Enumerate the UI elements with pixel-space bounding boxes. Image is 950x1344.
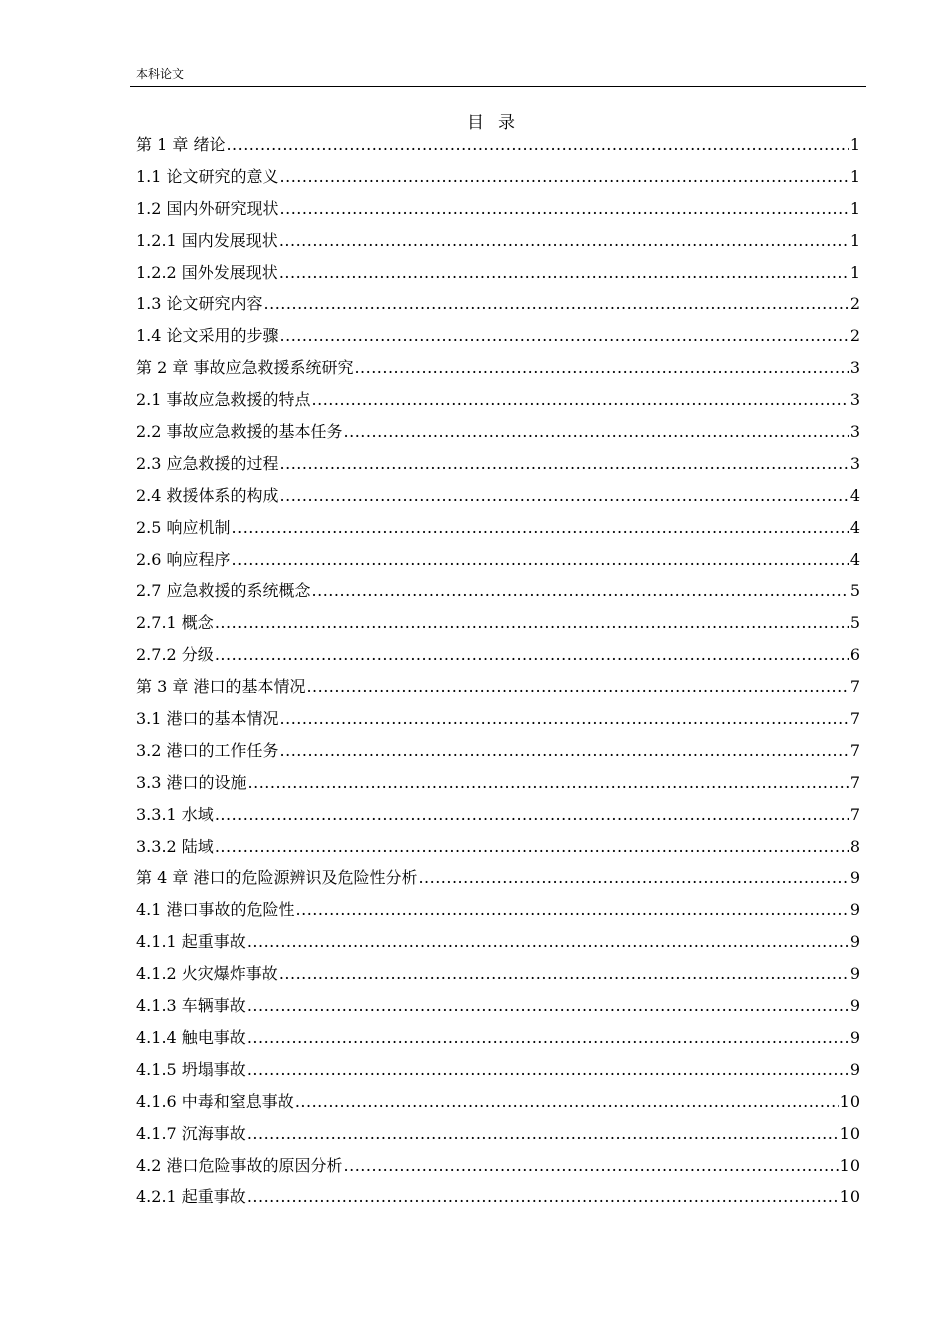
dot-leader bbox=[226, 132, 848, 158]
dot-leader bbox=[279, 260, 849, 286]
toc-entry-label: 4.2.1 起重事故 bbox=[136, 1187, 246, 1207]
toc-entry-label: 2.1 事故应急救援的特点 bbox=[136, 390, 311, 410]
toc-entry-page: 6 bbox=[849, 645, 860, 665]
toc-entry-label: 1.3 论文研究内容 bbox=[136, 294, 263, 314]
toc-entry[interactable] bbox=[136, 576, 860, 608]
toc-entry-page: 1 bbox=[849, 135, 860, 154]
toc-entry-label: 1.4 论文采用的步骤 bbox=[136, 326, 279, 346]
dot-leader bbox=[248, 770, 849, 796]
toc-entry-page: 3 bbox=[849, 453, 860, 473]
toc-entry-label: 4.1.7 沉海事故 bbox=[136, 1123, 246, 1143]
toc-entry[interactable] bbox=[136, 1087, 860, 1119]
toc-entry[interactable] bbox=[136, 959, 860, 991]
toc-entry-label: 第 2 章 事故应急救援系统研究 bbox=[136, 358, 354, 378]
toc-entry-page: 4 bbox=[849, 485, 860, 505]
toc-entry[interactable] bbox=[136, 321, 860, 353]
toc-entry[interactable] bbox=[136, 162, 860, 194]
dot-leader bbox=[344, 1153, 839, 1179]
toc-entry-page: 10 bbox=[839, 1091, 860, 1111]
toc-entry[interactable] bbox=[136, 417, 860, 449]
toc-entry[interactable] bbox=[136, 258, 860, 290]
toc-entry-label: 3.1 港口的基本情况 bbox=[136, 709, 279, 729]
toc-entry-label: 4.2 港口危险事故的原因分析 bbox=[136, 1155, 343, 1175]
dot-leader bbox=[279, 228, 849, 254]
dot-leader bbox=[280, 196, 849, 222]
toc-entry-page: 1 bbox=[849, 230, 860, 250]
dot-leader bbox=[354, 355, 848, 381]
toc-entry[interactable] bbox=[136, 991, 860, 1023]
toc-entry-label: 1.2.2 国外发展现状 bbox=[136, 262, 278, 282]
dot-leader bbox=[280, 164, 849, 190]
toc-entry-label: 3.3 港口的设施 bbox=[136, 772, 247, 792]
toc-entry[interactable] bbox=[136, 895, 860, 927]
toc-entry-label: 第 4 章 港口的危险源辨识及危险性分析 bbox=[136, 868, 418, 888]
dot-leader bbox=[418, 865, 848, 891]
toc-entry-label: 2.4 救援体系的构成 bbox=[136, 485, 279, 505]
toc-entry-page: 9 bbox=[849, 932, 860, 952]
toc-entry-label: 4.1.4 触电事故 bbox=[136, 1027, 246, 1047]
toc-entry-label: 2.7 应急救援的系统概念 bbox=[136, 581, 311, 601]
toc-entry[interactable] bbox=[136, 800, 860, 832]
toc-entry-page: 4 bbox=[849, 517, 860, 537]
toc-entry-page: 10 bbox=[839, 1187, 860, 1207]
toc-entry-page: 3 bbox=[849, 358, 860, 378]
toc-entry-label: 4.1.6 中毒和窒息事故 bbox=[136, 1091, 294, 1111]
toc-entry-page: 1 bbox=[849, 198, 860, 218]
toc-entry-label: 2.7.1 概念 bbox=[136, 613, 214, 633]
toc-entry[interactable] bbox=[136, 513, 860, 545]
dot-leader bbox=[280, 451, 849, 477]
toc-entry[interactable] bbox=[136, 353, 860, 385]
toc-entry-label: 第 3 章 港口的基本情况 bbox=[136, 677, 306, 697]
toc-entry-label: 4.1.3 车辆事故 bbox=[136, 996, 246, 1016]
toc-entry-page: 10 bbox=[839, 1155, 860, 1175]
toc-entry[interactable] bbox=[136, 1023, 860, 1055]
toc-entry-page: 9 bbox=[849, 1027, 860, 1047]
header-text: 本科论文 bbox=[136, 67, 185, 81]
dot-leader bbox=[215, 834, 849, 860]
dot-leader bbox=[247, 993, 849, 1019]
toc-entry-page: 9 bbox=[849, 1059, 860, 1079]
toc-entry-page: 9 bbox=[849, 900, 860, 920]
toc-entry-page: 10 bbox=[839, 1123, 860, 1143]
dot-leader bbox=[215, 610, 849, 636]
toc-entry-label: 2.2 事故应急救援的基本任务 bbox=[136, 422, 343, 442]
toc-entry-label: 4.1 港口事故的危险性 bbox=[136, 900, 295, 920]
toc-entry[interactable] bbox=[136, 289, 860, 321]
toc-entry-label: 4.1.5 坍塌事故 bbox=[136, 1059, 246, 1079]
toc-entry-label: 4.1.2 火灾爆炸事故 bbox=[136, 964, 278, 984]
toc-entry-page: 5 bbox=[849, 613, 860, 633]
dot-leader bbox=[247, 1057, 849, 1083]
toc-entry[interactable] bbox=[136, 1055, 860, 1087]
dot-leader bbox=[280, 738, 849, 764]
dot-leader bbox=[312, 578, 849, 604]
dot-leader bbox=[215, 642, 849, 668]
toc-entry-page: 7 bbox=[849, 677, 860, 697]
dot-leader bbox=[344, 419, 849, 445]
toc-entry-page: 2 bbox=[849, 326, 860, 346]
toc-entry-page: 4 bbox=[849, 549, 860, 569]
toc-entry-page: 7 bbox=[849, 709, 860, 729]
toc-entry[interactable] bbox=[136, 608, 860, 640]
toc-entry[interactable] bbox=[136, 704, 860, 736]
dot-leader bbox=[247, 1025, 849, 1051]
toc-list bbox=[136, 130, 860, 1214]
dot-leader bbox=[280, 706, 849, 732]
toc-entry[interactable] bbox=[136, 130, 860, 162]
toc-entry-page: 7 bbox=[849, 804, 860, 824]
toc-entry-label: 3.3.1 水域 bbox=[136, 804, 214, 824]
dot-leader bbox=[280, 483, 849, 509]
dot-leader bbox=[232, 547, 849, 573]
dot-leader bbox=[232, 515, 849, 541]
toc-entry-label: 2.5 响应机制 bbox=[136, 517, 231, 537]
toc-entry-page: 2 bbox=[849, 294, 860, 314]
toc-entry[interactable] bbox=[136, 545, 860, 577]
dot-leader bbox=[279, 961, 849, 987]
dot-leader bbox=[280, 323, 849, 349]
toc-entry-label: 3.2 港口的工作任务 bbox=[136, 740, 279, 760]
toc-entry[interactable] bbox=[136, 226, 860, 258]
toc-entry-label: 2.7.2 分级 bbox=[136, 645, 214, 665]
toc-entry-label: 3.3.2 陆域 bbox=[136, 836, 214, 856]
toc-entry[interactable] bbox=[136, 768, 860, 800]
toc-entry-label: 1.2.1 国内发展现状 bbox=[136, 230, 278, 250]
dot-leader bbox=[247, 1184, 839, 1210]
dot-leader bbox=[215, 802, 849, 828]
toc-entry[interactable] bbox=[136, 927, 860, 959]
toc-title: 目录 bbox=[467, 113, 529, 133]
toc-entry[interactable] bbox=[136, 1182, 860, 1214]
toc-entry-label: 4.1.1 起重事故 bbox=[136, 932, 246, 952]
toc-entry-page: 7 bbox=[849, 772, 860, 792]
dot-leader bbox=[312, 387, 849, 413]
toc-entry[interactable] bbox=[136, 194, 860, 226]
dot-leader bbox=[247, 1121, 839, 1147]
toc-entry[interactable] bbox=[136, 449, 860, 481]
toc-entry-page: 8 bbox=[849, 836, 860, 856]
toc-entry-label: 第 1 章 绪论 bbox=[136, 135, 226, 154]
toc-entry-label: 2.3 应急救援的过程 bbox=[136, 453, 279, 473]
toc-entry-page: 3 bbox=[849, 422, 860, 442]
dot-leader bbox=[295, 1089, 839, 1115]
toc-entry-page: 7 bbox=[849, 740, 860, 760]
toc-entry-label: 1.1 论文研究的意义 bbox=[136, 166, 279, 186]
dot-leader bbox=[264, 291, 849, 317]
toc-entry-page: 3 bbox=[849, 390, 860, 410]
toc-entry-label: 2.6 响应程序 bbox=[136, 549, 231, 569]
toc-entry-page: 5 bbox=[849, 581, 860, 601]
toc-entry[interactable] bbox=[136, 863, 860, 895]
dot-leader bbox=[306, 674, 848, 700]
toc-entry[interactable] bbox=[136, 832, 860, 864]
toc-entry-page: 1 bbox=[849, 166, 860, 186]
toc-entry-page: 9 bbox=[849, 996, 860, 1016]
toc-entry[interactable] bbox=[136, 481, 860, 513]
toc-entry-page: 9 bbox=[849, 868, 860, 888]
toc-entry[interactable] bbox=[136, 1151, 860, 1183]
toc-entry[interactable] bbox=[136, 640, 860, 672]
dot-leader bbox=[296, 897, 849, 923]
toc-entry-page: 9 bbox=[849, 964, 860, 984]
page-header bbox=[130, 64, 866, 87]
dot-leader bbox=[247, 929, 849, 955]
toc-entry[interactable] bbox=[136, 385, 860, 417]
toc-entry[interactable] bbox=[136, 736, 860, 768]
toc-entry-page: 1 bbox=[849, 262, 860, 282]
toc-entry[interactable] bbox=[136, 672, 860, 704]
toc-entry[interactable] bbox=[136, 1119, 860, 1151]
toc-entry-label: 1.2 国内外研究现状 bbox=[136, 198, 279, 218]
